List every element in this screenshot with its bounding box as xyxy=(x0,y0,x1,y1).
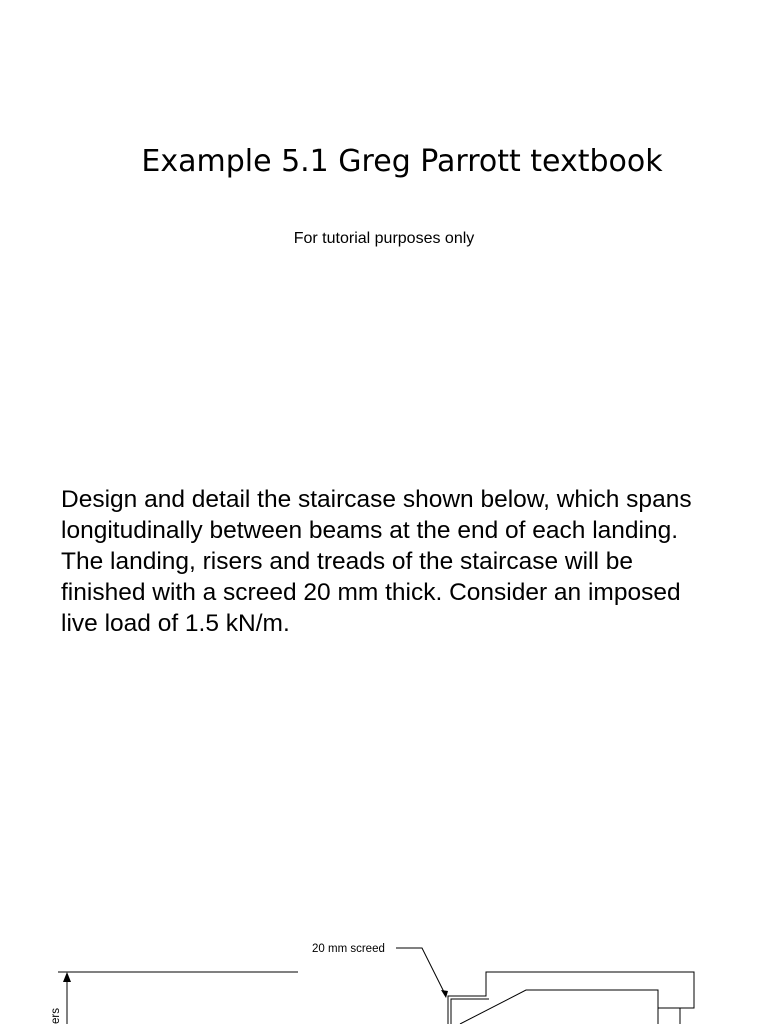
side-label: ers xyxy=(50,1008,62,1024)
screed-leader-arrowhead xyxy=(441,990,448,998)
slide-subtitle: For tutorial purposes only xyxy=(293,230,475,247)
slab-inner-profile xyxy=(460,990,680,1024)
slide-title: Example 5.1 Greg Parrott textbook xyxy=(141,144,663,179)
problem-statement: Design and detail the staircase shown below, which spans longitudinally between beams at the end of each landing. The landing, risers and treads of the staircase will be finished with a screed 20 mm thick. Consider an imposed live load of 1.5 kN/m. xyxy=(61,486,692,637)
stair-outline xyxy=(448,972,694,1024)
screed-leader-line xyxy=(396,948,446,996)
screed-label: 20 mm screed xyxy=(312,943,385,955)
staircase-drawing xyxy=(0,930,768,1024)
dimension-arrowhead xyxy=(63,972,71,982)
